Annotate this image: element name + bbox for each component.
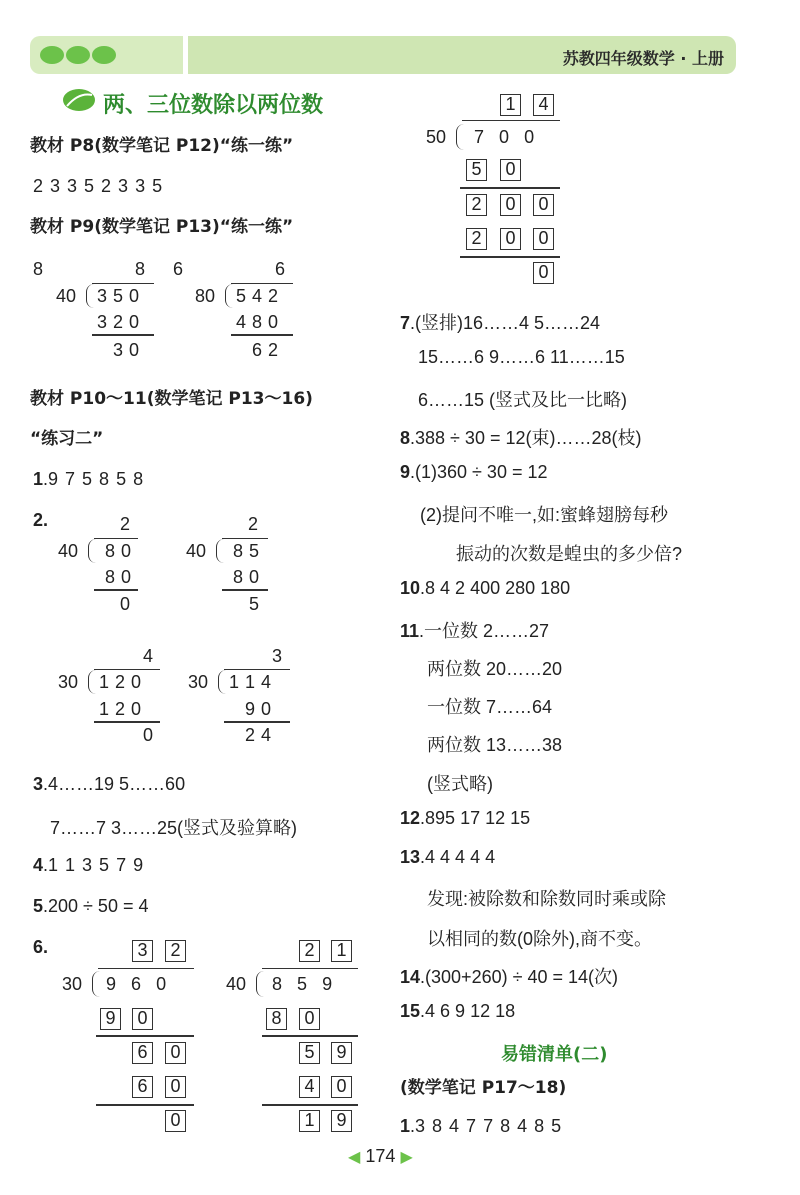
d3-bar bbox=[94, 538, 138, 539]
mistakes-note: (数学笔记 P17～18) bbox=[400, 1078, 567, 1098]
header-dot-icon bbox=[92, 46, 116, 64]
mistakes-q1-line: 1.3 8 4 7 7 8 4 8 5 bbox=[400, 1116, 562, 1136]
d8-q-box: 1 bbox=[331, 940, 352, 962]
left-heading-3: 教材 P10～11(数学笔记 P13～16) bbox=[30, 389, 313, 409]
d9-p2-box: 0 bbox=[500, 228, 521, 250]
d9-remainder-box: 0 bbox=[533, 262, 554, 284]
q14-line: 14.(300+260) ÷ 40 = 14(次) bbox=[400, 967, 619, 987]
d1-label: 8 bbox=[33, 259, 44, 279]
d6-bar bbox=[224, 669, 290, 670]
d9-s1-box: 0 bbox=[500, 194, 521, 216]
d7-remainder-box: 0 bbox=[165, 1110, 186, 1132]
d5-rule bbox=[94, 721, 160, 723]
q7-line-2: 15……6 9……6 11……15 bbox=[418, 347, 625, 367]
d4-quotient: 2 bbox=[248, 514, 259, 534]
d1-bar bbox=[92, 283, 154, 284]
q3-line-2: 7……7 3……25(竖式及验算略) bbox=[50, 818, 298, 838]
d9-p1-box: 0 bbox=[500, 159, 521, 181]
d5-remainder: 0 bbox=[143, 725, 154, 745]
d7-p2-box: 6 bbox=[132, 1076, 153, 1098]
d1-product: 3 2 0 bbox=[96, 312, 139, 332]
d6-product: 9 0 bbox=[244, 699, 271, 719]
d2-label: 6 bbox=[173, 259, 184, 279]
triangle-left-icon: ◀ bbox=[348, 1147, 361, 1166]
d7-p1-box: 0 bbox=[132, 1008, 153, 1030]
d8-divisor: 40 bbox=[226, 974, 247, 994]
q12-line: 12.895 17 12 15 bbox=[400, 808, 531, 828]
d5-product: 1 2 0 bbox=[98, 699, 141, 719]
d9-rule-2 bbox=[460, 256, 560, 258]
d2-rule bbox=[231, 334, 293, 336]
d6-rule bbox=[224, 721, 290, 723]
q4-line: 4.1 1 3 5 7 9 bbox=[33, 855, 144, 875]
d5-bar bbox=[94, 669, 160, 670]
d8-s1-box: 9 bbox=[331, 1042, 352, 1064]
d6-dividend: 1 1 4 bbox=[228, 672, 271, 692]
d8-s1-box: 5 bbox=[299, 1042, 320, 1064]
d7-bracket bbox=[92, 971, 102, 997]
section-title: 两、三位数除以两位数 bbox=[103, 93, 324, 118]
d6-quotient: 3 bbox=[272, 646, 283, 666]
q15-line: 15.4 6 9 12 18 bbox=[400, 1001, 516, 1021]
left-heading-3b: “练习二” bbox=[30, 429, 104, 449]
d5-divisor: 30 bbox=[58, 672, 79, 692]
q1-line: 1.9 7 5 8 5 8 bbox=[33, 469, 144, 489]
section-leaf-icon bbox=[62, 86, 96, 112]
d2-dividend: 5 4 2 bbox=[235, 286, 278, 306]
d6-divisor: 30 bbox=[188, 672, 209, 692]
left-heading-1: 教材 P8(数学笔记 P12)“练一练” bbox=[30, 136, 294, 156]
d4-dividend: 8 5 bbox=[232, 541, 259, 561]
q7-line-3: 6……15 (竖式及比一比略) bbox=[418, 390, 628, 410]
d4-rule bbox=[222, 589, 268, 591]
d7-divisor: 30 bbox=[62, 974, 83, 994]
d2-product: 4 8 0 bbox=[235, 312, 278, 332]
left-heading-2: 教材 P9(数学笔记 P13)“练一练” bbox=[30, 217, 294, 237]
d9-q-box: 1 bbox=[500, 94, 521, 116]
d1-remainder: 3 0 bbox=[112, 340, 139, 360]
q7-line: 7.(竖排)16……4 5……24 bbox=[400, 313, 601, 333]
d8-remainder-box: 1 bbox=[299, 1110, 320, 1132]
d4-remainder: 5 bbox=[249, 594, 260, 614]
d2-divisor: 80 bbox=[195, 286, 216, 306]
q5-line: 5.200 ÷ 50 = 4 bbox=[33, 896, 149, 916]
d8-p2-box: 0 bbox=[331, 1076, 352, 1098]
q13-line: 13.4 4 4 4 4 bbox=[400, 847, 496, 867]
header-dot-icon bbox=[66, 46, 90, 64]
header-dot-icon bbox=[40, 46, 64, 64]
d7-q-box: 3 bbox=[132, 940, 153, 962]
q11-line: 11.一位数 2……27 bbox=[400, 621, 550, 641]
q2-label: 2. bbox=[33, 510, 49, 530]
d7-rule-1 bbox=[96, 1035, 194, 1037]
d9-p2-box: 2 bbox=[466, 228, 487, 250]
d9-p2-box: 0 bbox=[533, 228, 554, 250]
q11-line-4: 两位数 13……38 bbox=[427, 735, 563, 755]
d9-bar bbox=[462, 120, 560, 121]
d3-product: 8 0 bbox=[104, 567, 131, 587]
triangle-right-icon: ▶ bbox=[400, 1147, 413, 1166]
d2-quotient: 6 bbox=[275, 259, 286, 279]
d9-s1-box: 0 bbox=[533, 194, 554, 216]
d3-dividend: 8 0 bbox=[104, 541, 131, 561]
d4-bar bbox=[222, 538, 268, 539]
d1-divisor: 40 bbox=[56, 286, 77, 306]
q11-line-5: (竖式略) bbox=[427, 774, 493, 794]
d7-s1-box: 6 bbox=[132, 1042, 153, 1064]
left-line-1: 2 3 3 5 2 3 3 5 bbox=[33, 176, 163, 196]
d9-rule-1 bbox=[460, 187, 560, 189]
q9-line: 9.(1)360 ÷ 30 = 12 bbox=[400, 462, 548, 482]
header-title: 苏教四年级数学 · 上册 bbox=[562, 49, 724, 68]
q3-line: 3.4……19 5……60 bbox=[33, 774, 186, 794]
d9-dividend: 7 0 0 bbox=[474, 127, 535, 147]
d8-p1-box: 0 bbox=[299, 1008, 320, 1030]
d2-remainder: 6 2 bbox=[251, 340, 278, 360]
d7-p2-box: 0 bbox=[165, 1076, 186, 1098]
d8-dividend: 8 5 9 bbox=[272, 974, 333, 994]
d3-rule bbox=[94, 589, 138, 591]
q11-line-2: 两位数 20……20 bbox=[427, 659, 563, 679]
d5-quotient: 4 bbox=[143, 646, 154, 666]
d5-dividend: 1 2 0 bbox=[98, 672, 141, 692]
q10-line: 10.8 4 2 400 280 180 bbox=[400, 578, 571, 598]
q13-line-3: 以相同的数(0除外),商不变。 bbox=[427, 929, 652, 949]
q8-line: 8.388 ÷ 30 = 12(束)……28(枝) bbox=[400, 428, 642, 448]
d7-p1-box: 9 bbox=[100, 1008, 121, 1030]
d8-remainder-box: 9 bbox=[331, 1110, 352, 1132]
d8-rule-1 bbox=[262, 1035, 358, 1037]
d1-dividend: 3 5 0 bbox=[96, 286, 139, 306]
d3-remainder: 0 bbox=[120, 594, 131, 614]
d8-rule-2 bbox=[262, 1104, 358, 1106]
d2-bar bbox=[231, 283, 293, 284]
page-number: ◀ 174 ▶ bbox=[348, 1146, 413, 1166]
d9-s1-box: 2 bbox=[466, 194, 487, 216]
d9-divisor: 50 bbox=[426, 127, 447, 147]
d7-s1-box: 0 bbox=[165, 1042, 186, 1064]
d8-q-box: 2 bbox=[299, 940, 320, 962]
d3-divisor: 40 bbox=[58, 541, 79, 561]
d9-q-box: 4 bbox=[533, 94, 554, 116]
d3-bracket bbox=[88, 539, 98, 563]
q13-line-2: 发现:被除数和除数同时乘或除 bbox=[427, 889, 666, 909]
q9-line-3: 振动的次数是蝗虫的多少倍? bbox=[456, 544, 683, 564]
q9-line-2: (2)提问不唯一,如:蜜蜂翅膀每秒 bbox=[420, 505, 668, 525]
d8-p1-box: 8 bbox=[266, 1008, 287, 1030]
d4-bracket bbox=[216, 539, 226, 563]
mistakes-title: 易错清单(二) bbox=[501, 1044, 608, 1065]
d1-rule bbox=[92, 334, 154, 336]
d7-q-box: 2 bbox=[165, 940, 186, 962]
d4-divisor: 40 bbox=[186, 541, 207, 561]
d9-bracket bbox=[456, 124, 466, 150]
d7-dividend: 9 6 0 bbox=[106, 974, 167, 994]
d3-quotient: 2 bbox=[120, 514, 131, 534]
d7-rule-2 bbox=[96, 1104, 194, 1106]
d1-quotient: 8 bbox=[135, 259, 146, 279]
q11-line-3: 一位数 7……64 bbox=[427, 697, 553, 717]
d9-p1-box: 5 bbox=[466, 159, 487, 181]
d8-p2-box: 4 bbox=[299, 1076, 320, 1098]
d7-bar bbox=[98, 968, 194, 969]
d8-bracket bbox=[256, 971, 266, 997]
d8-bar bbox=[262, 968, 358, 969]
d4-product: 8 0 bbox=[232, 567, 259, 587]
d6-remainder: 2 4 bbox=[244, 725, 271, 745]
q6-label: 6. bbox=[33, 937, 49, 957]
